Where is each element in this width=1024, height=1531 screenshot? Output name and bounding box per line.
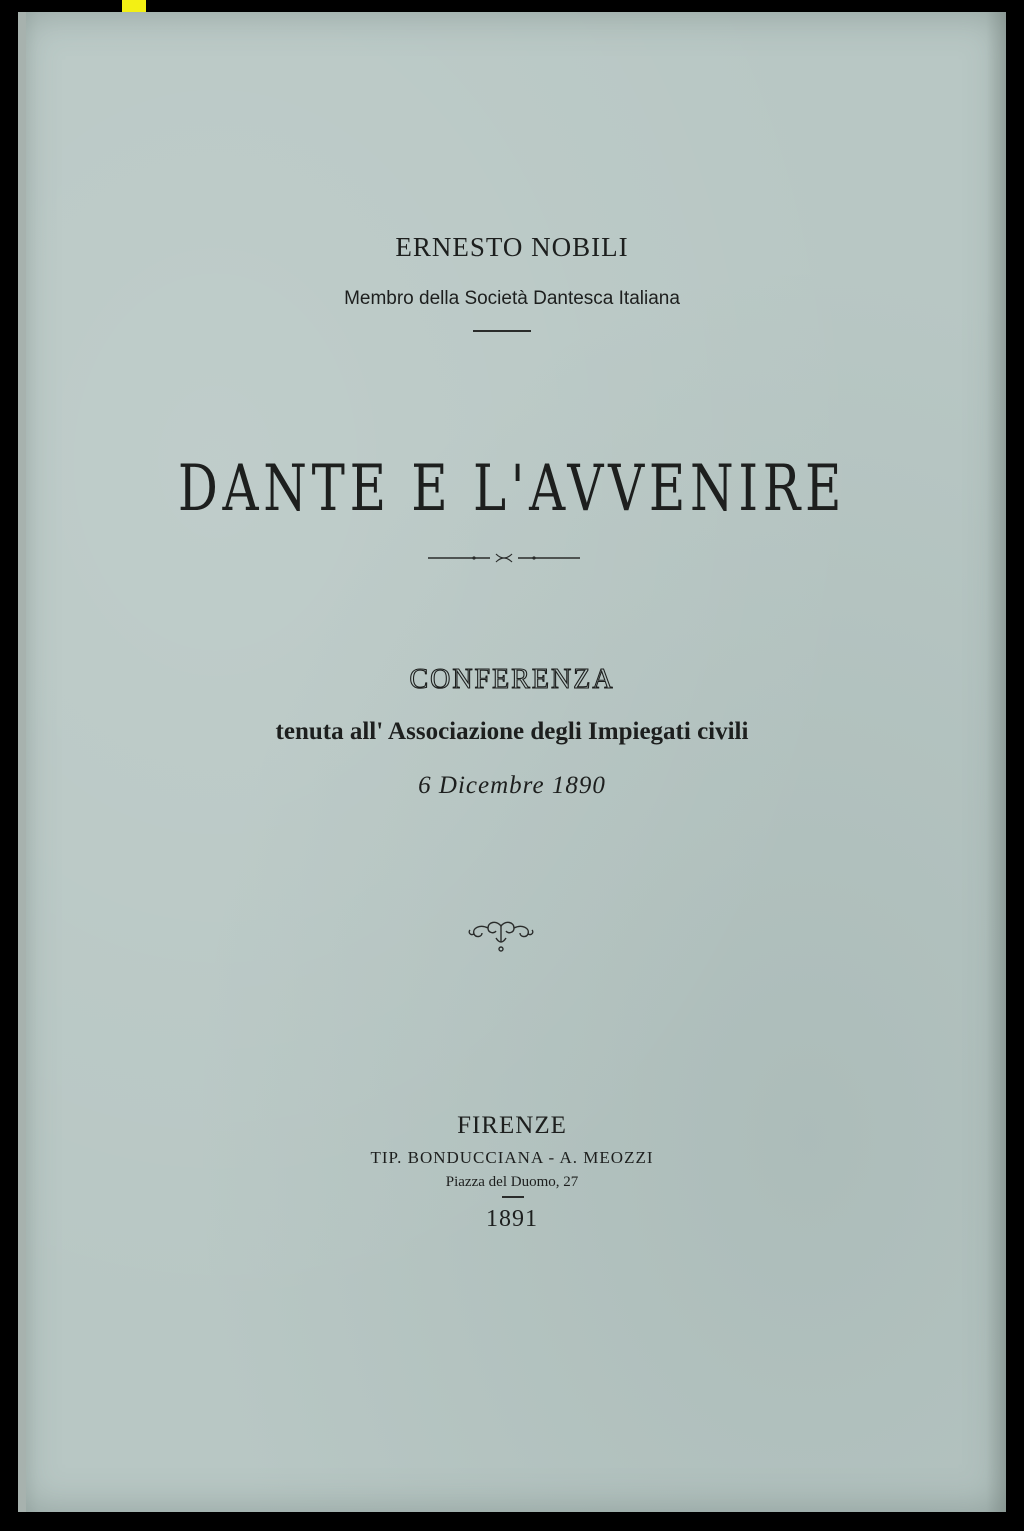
printer-address: Piazza del Duomo, 27: [445, 1174, 579, 1190]
ornamental-rule-icon: [428, 552, 580, 564]
publication-year: 1891: [486, 1206, 538, 1232]
printer-name: TIP. BONDUCCIANA - A. MEOZZI: [370, 1148, 654, 1167]
short-rule: [473, 330, 531, 332]
conference-heading: CONFERENZA: [409, 664, 615, 695]
tiny-rule: [502, 1196, 524, 1198]
author-affiliation: Membro della Società Dantesca Italiana: [344, 288, 680, 309]
conference-venue: tenuta all' Associazione degli Impiegati civili: [275, 718, 749, 745]
fleuron-ornament-icon: [466, 918, 536, 958]
conference-date: 6 Dicembre 1890: [418, 772, 606, 799]
booklet-cover: [18, 12, 1006, 1512]
publication-city: FIRENZE: [457, 1112, 567, 1139]
author-name: ERNESTO NOBILI: [395, 232, 629, 262]
book-title: DANTE E L'AVVENIRE: [177, 452, 847, 526]
